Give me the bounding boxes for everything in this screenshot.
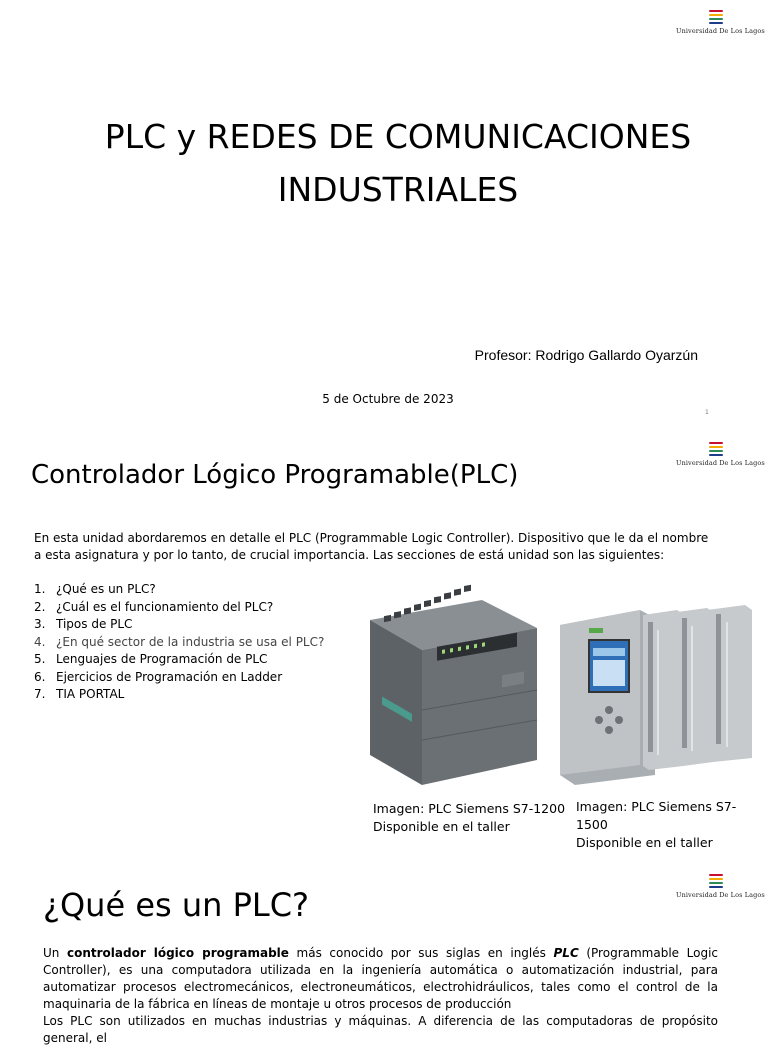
image-caption-s7-1200: Imagen: PLC Siemens S7-1200 Disponible en el taller	[373, 801, 566, 834]
list-item: 2. ¿Cuál es el funcionamiento del PLC?	[34, 599, 274, 614]
slide-3	[0, 860, 768, 1045]
presentation-date: 5 de Octubre de 2023	[322, 392, 454, 406]
paragraph: Un controlador lógico programable más conocido por sus siglas en inglés PLC (Programmable Logic Controller), es una computadora utilizada en la ingeniería automática o automatización industrial, para automatizar procesos electromecánicos, electroneumáticos, electrohidráulicos, tales como el control de la maquinaria de la fábrica en líneas de montaje u otros procesos de producción	[43, 946, 719, 1011]
plc-s7-1200-image	[362, 590, 547, 795]
topics-list	[34, 581, 324, 704]
plc-s7-1200-illustration	[362, 590, 547, 795]
slide-1	[0, 0, 768, 430]
university-emblem-icon	[709, 874, 723, 888]
body-text	[43, 945, 718, 1047]
slide-2	[0, 430, 768, 860]
slide-title: Controlador Lógico Programable(PLC)	[31, 460, 519, 490]
plc-s7-1500-illustration	[555, 570, 760, 795]
page-number: 1	[705, 409, 709, 416]
list-item: 3. Tipos de PLC	[34, 617, 133, 631]
cover-title-line-2: INDUSTRIALES	[277, 170, 519, 209]
term-bold: controlador lógico programable	[67, 946, 289, 960]
professor-name: Profesor: Rodrigo Gallardo Oyarzún	[474, 347, 698, 363]
cover-title-line-1: PLC y REDES DE COMUNICACIONES	[104, 117, 692, 156]
slide-title: ¿Qué es un PLC?	[43, 886, 310, 924]
university-logo-text: Universidad De Los Lagos	[676, 459, 765, 467]
list-item: 4. ¿En qué sector de la industria se usa el PLC?	[34, 634, 325, 649]
term-plc: PLC	[553, 946, 579, 960]
cover-title	[40, 110, 756, 216]
list-item: 7. TIA PORTAL	[34, 687, 125, 701]
university-logo-text: Universidad De Los Lagos	[676, 27, 765, 35]
list-item: 1. ¿Qué es un PLC?	[34, 582, 156, 596]
image-caption-s7-1500: Imagen: PLC Siemens S7-1500 Disponible en el taller	[576, 799, 737, 850]
university-emblem-icon	[709, 442, 723, 456]
plc-s7-1500-image	[555, 570, 760, 795]
university-logo	[676, 442, 765, 484]
university-logo	[676, 10, 765, 52]
university-logo	[676, 874, 765, 916]
university-emblem-icon	[709, 10, 723, 24]
university-logo-text: Universidad De Los Lagos	[676, 891, 765, 899]
intro-paragraph: En esta unidad abordaremos en detalle el PLC (Programmable Logic Controller). Dispositivo que le da el nombre a esta asignatura y por lo tanto, de crucial importancia. Las secciones de está unidad son las siguientes:	[34, 531, 709, 562]
paragraph: Los PLC son utilizados en muchas industrias y máquinas. A diferencia de las computadoras de propósito general, el	[43, 1014, 718, 1045]
list-item: 5. Lenguajes de Programación de PLC	[34, 652, 268, 666]
list-item: 6. Ejercicios de Programación en Ladder	[34, 669, 283, 684]
